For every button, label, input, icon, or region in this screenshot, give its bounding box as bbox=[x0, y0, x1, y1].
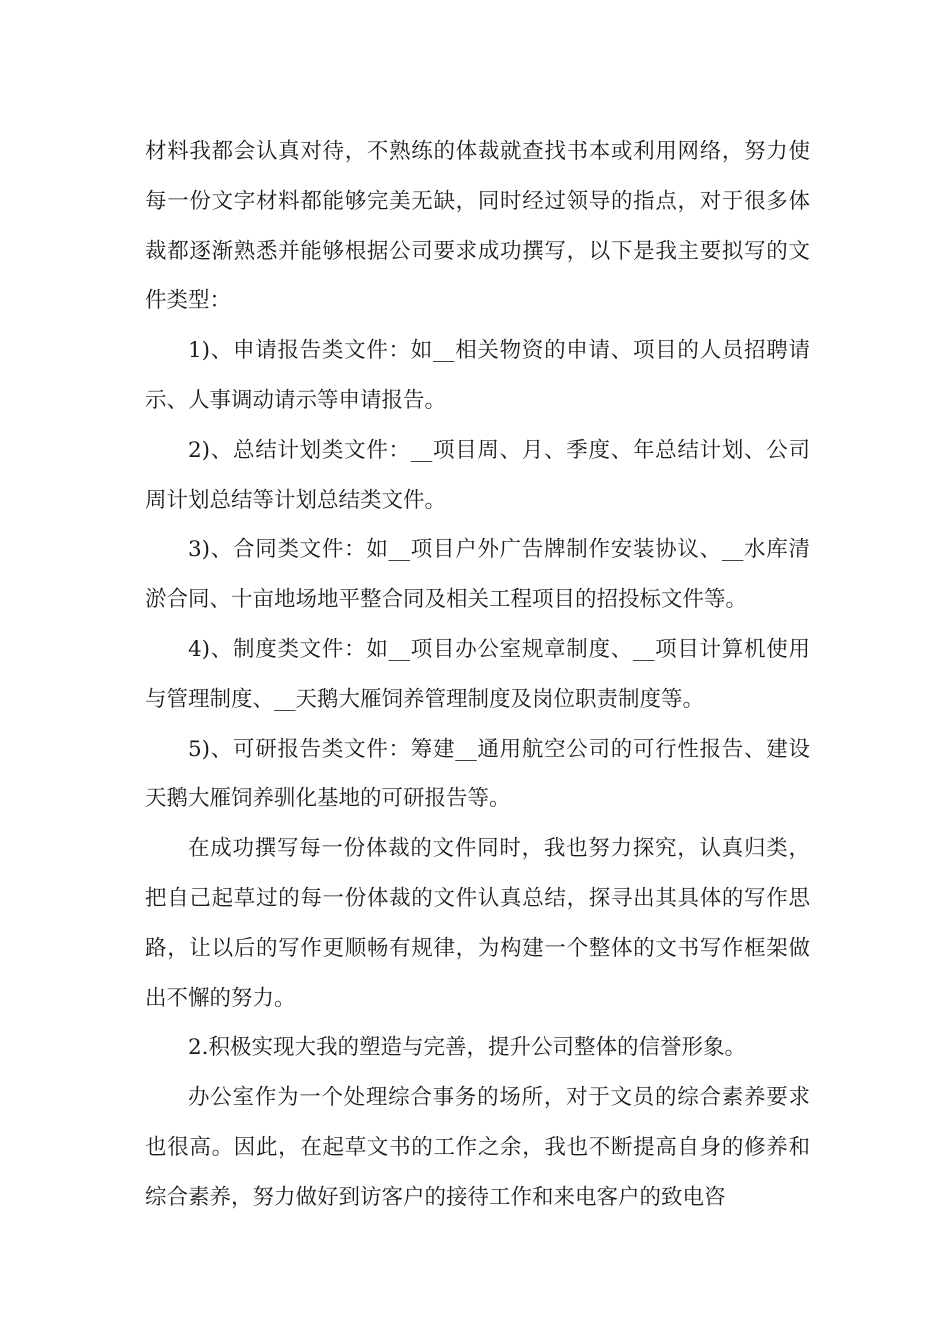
section-heading-2: 2.积极实现大我的塑造与完善，提升公司整体的信誉形象。 bbox=[188, 1035, 747, 1061]
list-item-contracts: 3)、合同类文件：如__项目户外广告牌制作安装协议、__水库清淤合同、十亩地场地平整合同及相关工程项目的招投标文件等。 bbox=[145, 537, 810, 613]
paragraph-office-role: 办公室作为一个处理综合事务的场所，对于文员的综合素养要求也很高。因此，在起草文书的工作之余，我也不断提高自身的修养和综合素养，努力做好到访客户的接待工作和来电客户的致电咨 bbox=[145, 1085, 810, 1210]
paragraph-continuation: 材料我都会认真对待，不熟练的体裁就查找书本或利用网络，努力使每一份文字材料都能够完美无缺，同时经过领导的指点，对于很多体裁都逐渐熟悉并能够根据公司要求成功撰写，以下是我主要拟写的文件类型： bbox=[145, 139, 810, 314]
list-item-regulations: 4)、制度类文件：如__项目办公室规章制度、__项目计算机使用与管理制度、__天鹅大雁饲养管理制度及岗位职责制度等。 bbox=[145, 636, 810, 712]
list-item-application-reports: 1)、申请报告类文件：如__相关物资的申请、项目的人员招聘请示、人事调动请示等申请报告。 bbox=[145, 338, 810, 413]
list-item-summary-plans: 2)、总结计划类文件：__项目周、月、季度、年总结计划、公司周计划总结等计划总结类文件。 bbox=[145, 437, 810, 513]
document-body bbox=[145, 127, 810, 1223]
list-item-feasibility-reports: 5)、可研报告类文件：筹建__通用航空公司的可行性报告、建设天鹅大雁饲养驯化基地的可研报告等。 bbox=[145, 736, 810, 812]
paragraph-summary-effort: 在成功撰写每一份体裁的文件同时，我也努力探究，认真归类，把自己起草过的每一份体裁的文件认真总结，探寻出其具体的写作思路，让以后的写作更顺畅有规律，为构建一个整体的文书写作框架做出不懈的努力。 bbox=[145, 836, 810, 1011]
